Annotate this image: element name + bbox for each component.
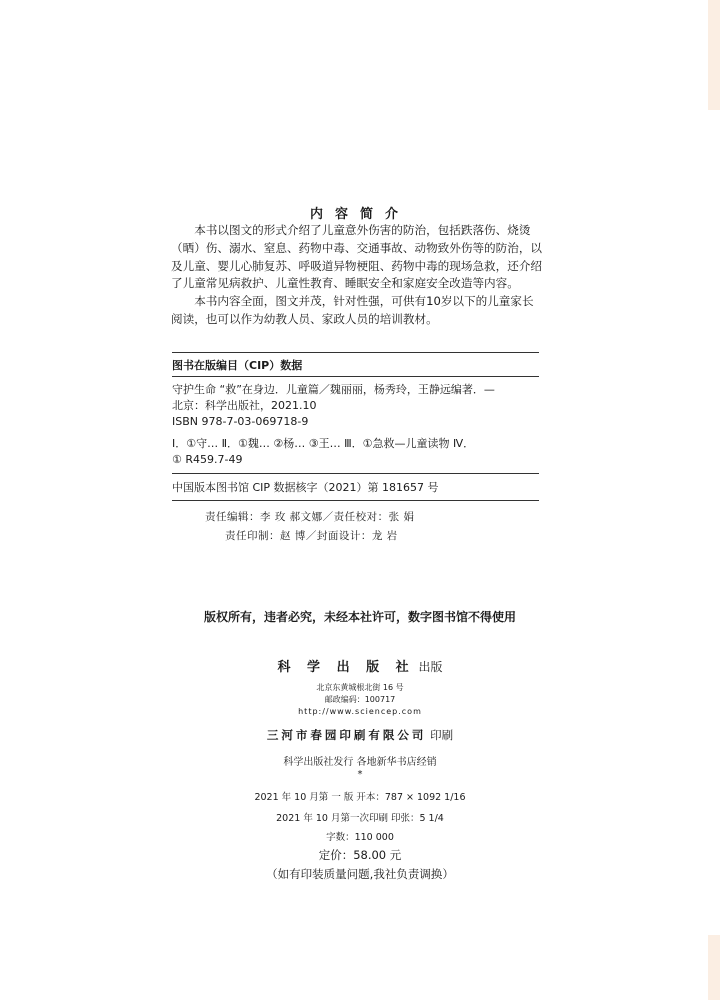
copyright-notice: 版权所有，违者必究，未经本社许可，数字图书馆不得使用 [203, 610, 516, 624]
cip-record [172, 382, 539, 430]
edition-line: 2021 年 10 月第 一 版 开本：787 × 1092 1/16 [254, 792, 466, 803]
page-edge-tab-top [708, 0, 720, 110]
quality-note [0, 866, 720, 882]
cip-class-line: Ⅰ．①守… Ⅱ．①魏… ②杨… ③王… Ⅲ．①急救—儿童读物 Ⅳ． [172, 437, 475, 450]
cip-bottom-rule [172, 500, 539, 501]
page-edge-tab-bottom [708, 935, 720, 1000]
quality-note-close: ） [442, 867, 454, 881]
cip-top-rule [172, 352, 539, 353]
publisher-logo-name: 科 学 出 版 社 [277, 660, 415, 675]
cip-line: ISBN 978-7-03-069718-9 [172, 415, 309, 428]
quality-note-open: （ [266, 867, 278, 881]
quality-note-text: 如有印装质量问题,我社负责调换 [277, 867, 443, 881]
intro-title: 内容简介 [309, 207, 410, 222]
printer-suffix: 印刷 [430, 728, 454, 742]
publisher-address: 北京东黄城根北街 16 号 [316, 683, 404, 692]
price: 定价：58.00 元 [318, 848, 402, 862]
cip-line: 守护生命 “救”在身边．儿童篇／魏丽丽，杨秀玲，王静远编著．— [172, 383, 495, 396]
cip-line: 北京：科学出版社，2021.10 [172, 399, 317, 412]
publisher-postcode: 邮政编码：100717 [324, 695, 396, 704]
intro-paragraph-2: 本书内容全面，图文并茂，针对性强，可供有10岁以下的儿童家长阅读，也可以作为幼教人员、家政人员的培训教材。 [171, 294, 534, 326]
printing-line: 2021 年 10 月第一次印刷 印张：5 1/4 [276, 813, 444, 824]
intro-paragraph-1: 本书以图文的形式介绍了儿童意外伤害的防治，包括跌落伤、烧烫（晒）伤、溺水、窒息、药物中毒、交通事故、动物致外伤等的防治，以及儿童、婴儿心肺复苏、呼吸道异物梗阻、药物中毒的现场急救，还介绍了儿童常见病救护、儿童性教育、睡眠安全和家庭安全改造等内容。 [171, 223, 543, 291]
publisher-website: http://www.sciencep.com [298, 707, 422, 716]
intro-body [171, 222, 544, 329]
cip-heading-rule [172, 376, 539, 377]
printer-line [0, 727, 720, 743]
credits-editors: 责任编辑：李 玫 郝文娜／责任校对：张 娟 [205, 511, 415, 523]
publisher-suffix: 出版 [418, 660, 443, 674]
word-count: 字数：110 000 [326, 832, 394, 843]
cip-class-line: ① R459.7-49 [172, 453, 243, 466]
cip-heading: 图书在版编目（CIP）数据 [172, 359, 303, 372]
cip-data-number: 中国版本图书馆 CIP 数据核字（2021）第 181657 号 [172, 481, 439, 494]
cip-classification [172, 436, 539, 468]
publisher-line [0, 656, 720, 675]
distribution-line: 科学出版社发行 各地新华书店经销 [283, 757, 437, 768]
credits-production: 责任印制：赵 博／封面设计：龙 岩 [225, 530, 398, 542]
separator-star: * [357, 769, 363, 780]
cip-mid-rule [172, 473, 539, 474]
printer-name: 三河市春园印刷有限公司 [266, 728, 427, 742]
